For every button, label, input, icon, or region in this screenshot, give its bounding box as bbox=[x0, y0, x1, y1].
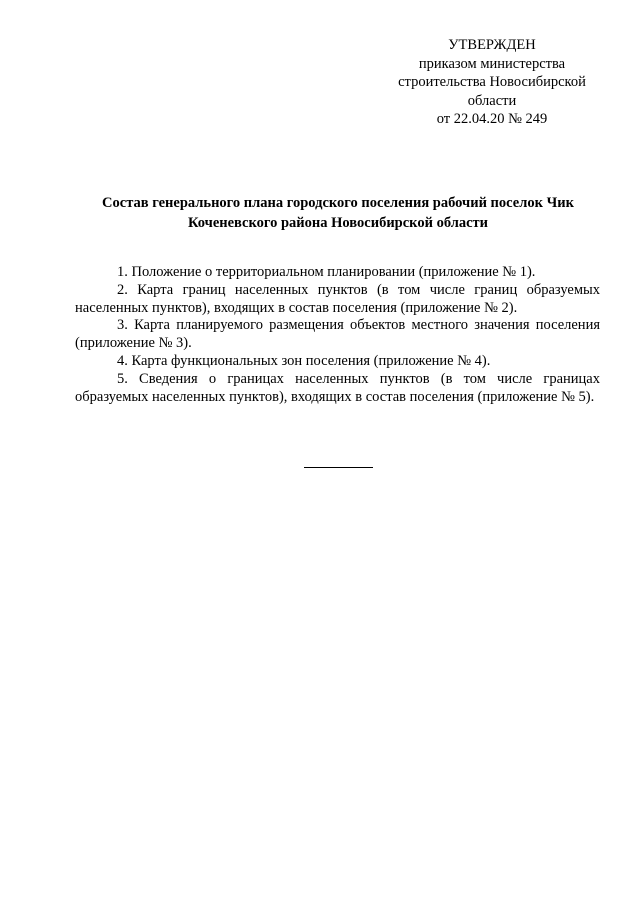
document-title-line-2: Коченевского района Новосибирской области bbox=[187, 215, 489, 231]
approval-stamp bbox=[388, 36, 596, 129]
list-item: 5. Сведения о границах населенных пунктов (в том числе границах образуемых населенных пунктов), входящих в состав поселения (приложение № 5). bbox=[75, 370, 600, 405]
approval-heading: УТВЕРЖДЕН bbox=[448, 37, 536, 53]
list-item: 3. Карта планируемого размещения объектов местного значения поселения (приложение № 3). bbox=[75, 317, 600, 352]
approval-order-line: приказом министерства bbox=[418, 55, 566, 72]
document-title-line-1: Состав генерального плана городского поселения рабочий поселок Чик bbox=[102, 195, 574, 211]
approval-ministry-line: строительства Новосибирской bbox=[398, 74, 586, 90]
closing-divider bbox=[304, 467, 373, 468]
composition-list bbox=[75, 264, 600, 406]
approval-region-line: области bbox=[467, 92, 517, 109]
document-title bbox=[70, 193, 606, 233]
approval-date-number: от 22.04.20 № 249 bbox=[436, 111, 548, 127]
list-item: 4. Карта функциональных зон поселения (приложение № 4). bbox=[117, 352, 491, 369]
list-item: 2. Карта границ населенных пунктов (в том числе границ образуемых населенных пунктов), входящих в состав поселения (приложение № 2). bbox=[75, 281, 600, 316]
list-item: 1. Положение о территориальном планировании (приложение № 1). bbox=[117, 264, 536, 280]
